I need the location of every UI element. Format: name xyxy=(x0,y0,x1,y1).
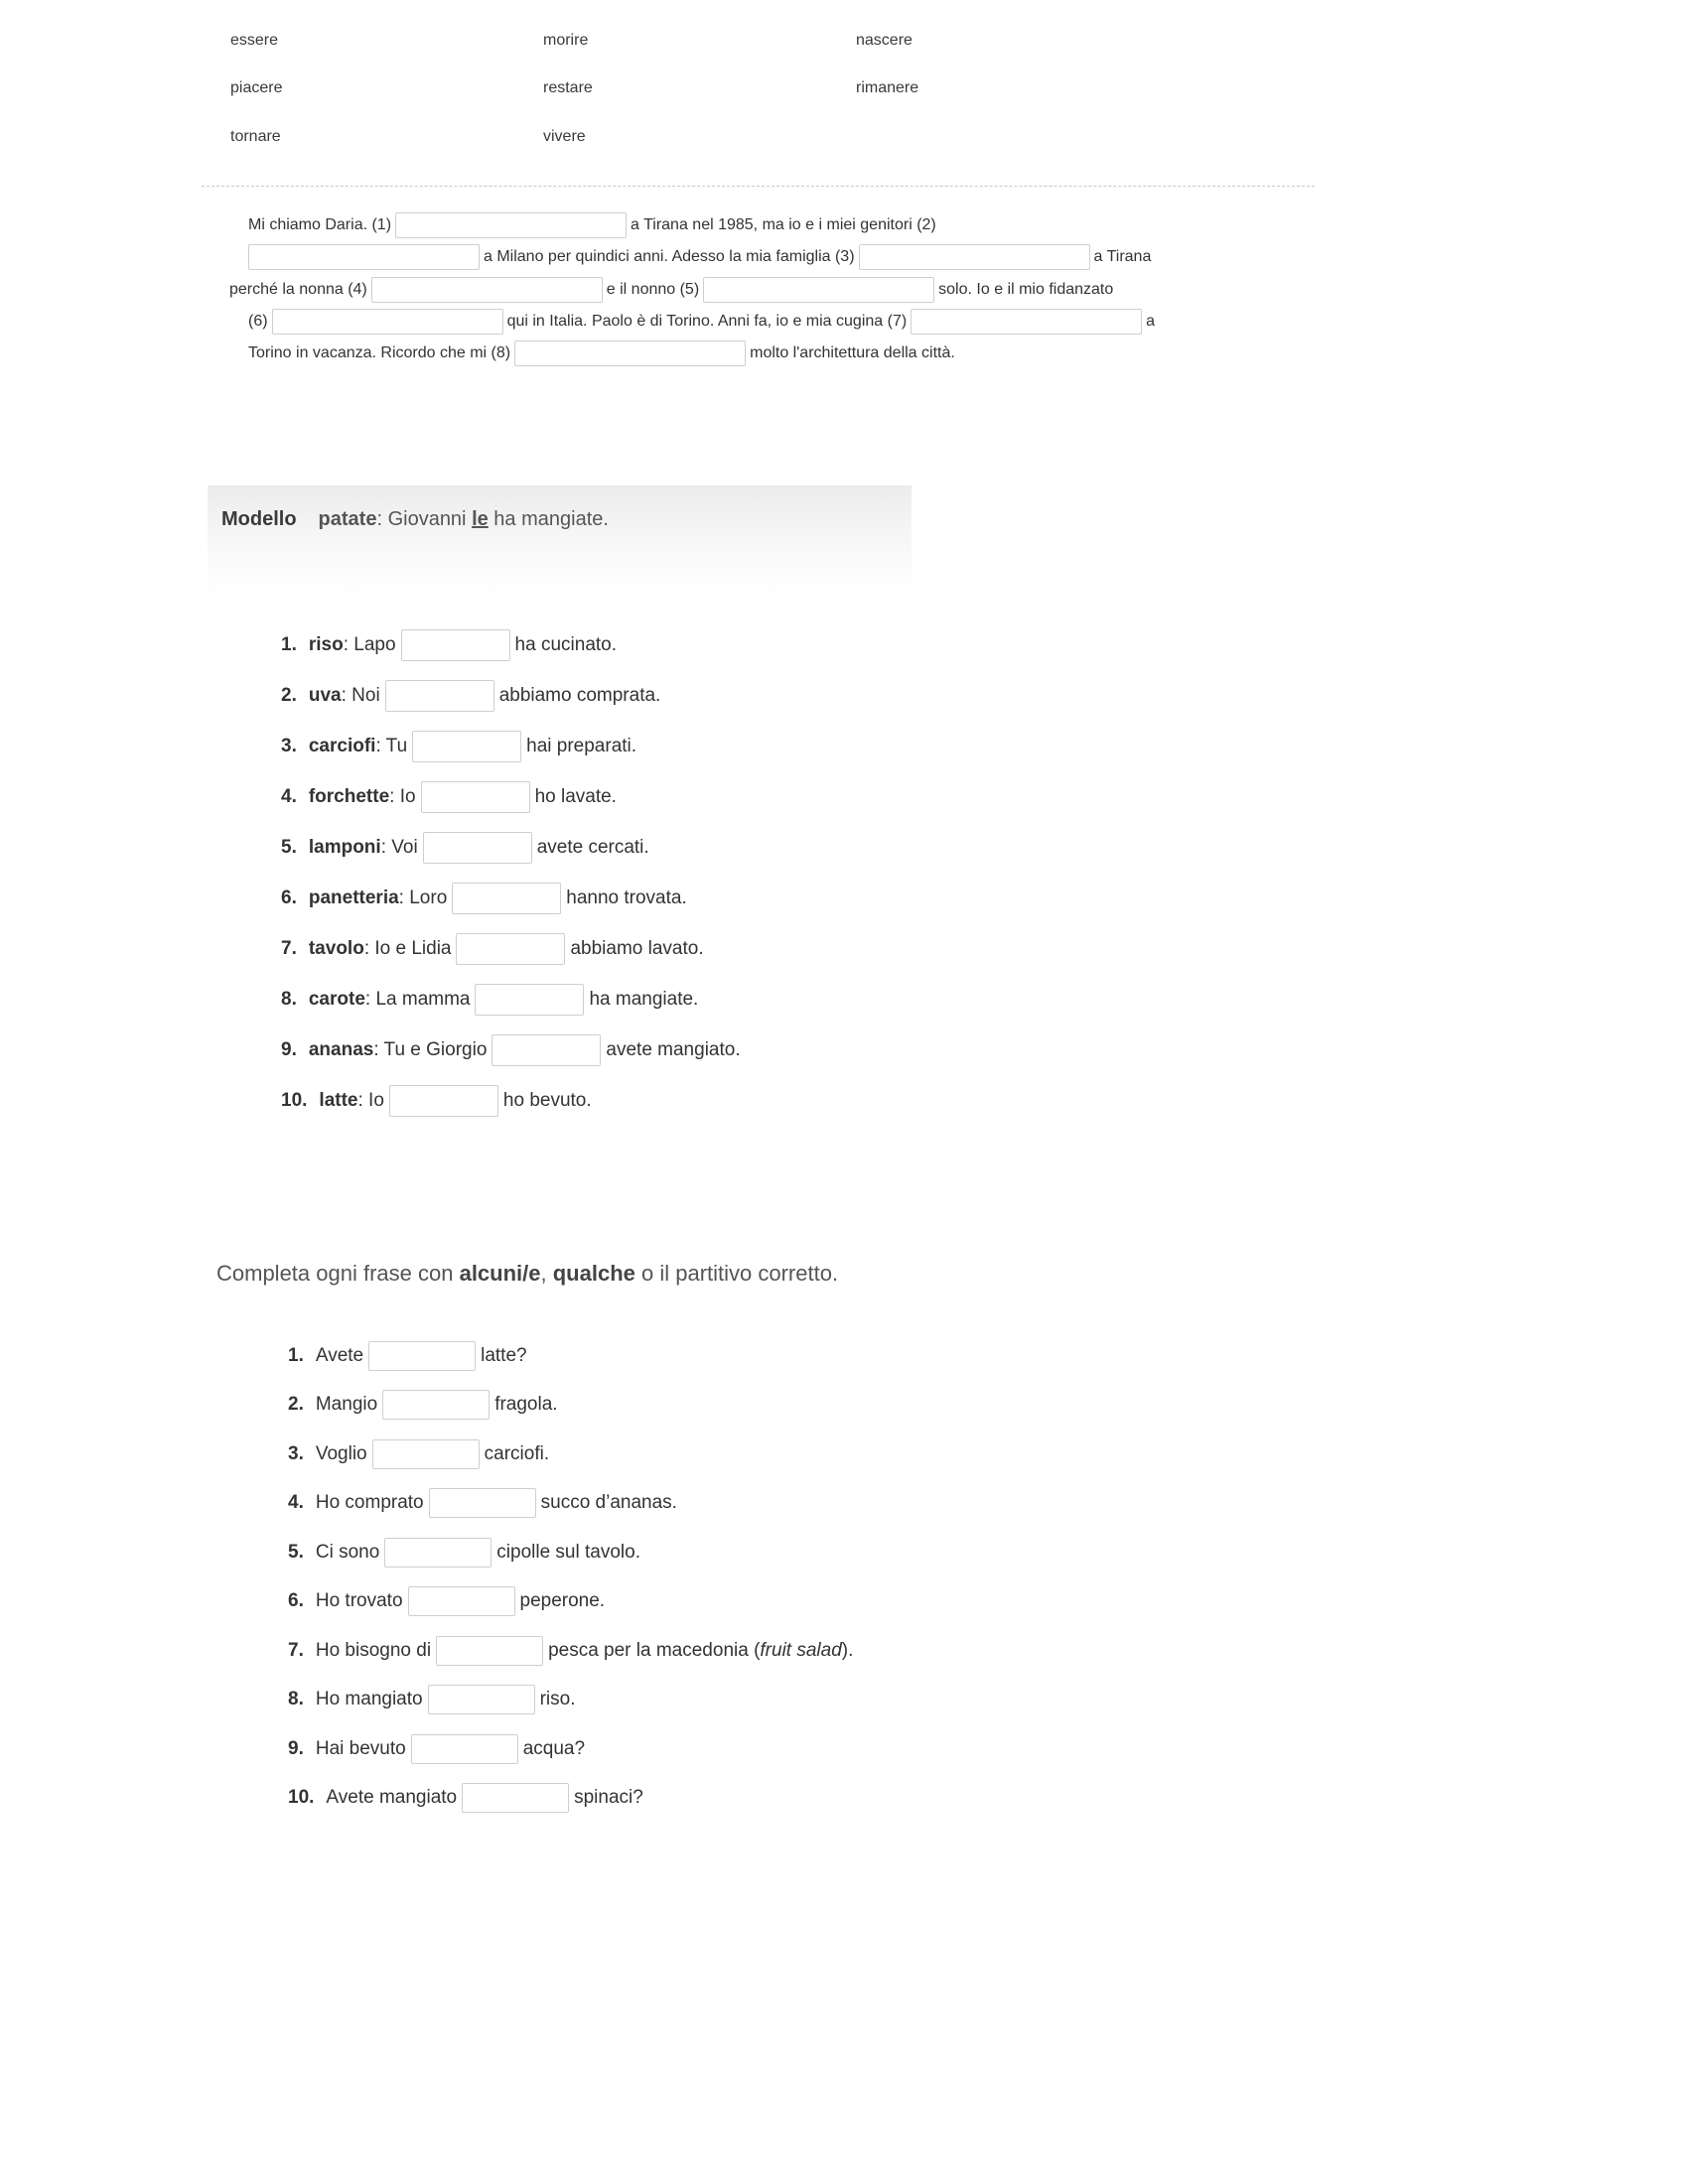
answer-input[interactable] xyxy=(372,1439,480,1469)
answer-input[interactable] xyxy=(456,933,565,965)
blank-input-8[interactable] xyxy=(514,341,746,366)
verb-item: restare xyxy=(543,79,593,96)
item-number: 9. xyxy=(281,1039,297,1060)
item-number: 10. xyxy=(288,1787,315,1808)
item-prefix: Avete xyxy=(315,1345,364,1366)
instruction-keyword: alcuni/e xyxy=(459,1261,541,1286)
answer-input[interactable] xyxy=(462,1783,569,1813)
example-pronoun: le xyxy=(472,508,489,530)
exercise-instruction xyxy=(216,1261,838,1287)
item-rest: ho lavate. xyxy=(534,786,617,807)
verb-item: piacere xyxy=(230,79,283,96)
exercise-row xyxy=(281,983,698,1017)
exercise-row xyxy=(281,1084,592,1118)
item-rest: ha mangiate. xyxy=(589,989,699,1010)
example-word: patate xyxy=(318,508,377,530)
item-rest: hai preparati. xyxy=(526,736,637,756)
item-prefix: Ho comprato xyxy=(315,1492,424,1513)
item-rest: carciofi. xyxy=(484,1443,550,1464)
example-sentence xyxy=(221,508,609,531)
item-noun: ananas xyxy=(308,1039,374,1060)
answer-input[interactable] xyxy=(411,1734,518,1764)
paragraph-text: qui in Italia. Paolo è di Torino. Anni fa, io e mia cugina (7) xyxy=(506,313,908,330)
item-prefix: Mangio xyxy=(315,1394,378,1415)
answer-input[interactable] xyxy=(423,832,532,864)
item-rest: spinaci? xyxy=(574,1787,643,1808)
section-divider xyxy=(202,186,1315,187)
item-number: 6. xyxy=(281,887,297,908)
item-rest: acqua? xyxy=(522,1738,586,1759)
item-number: 10. xyxy=(281,1090,308,1111)
paragraph-text: solo. Io e il mio fidanzato xyxy=(938,281,1114,298)
exercise-row xyxy=(281,679,660,713)
blank-input-5[interactable] xyxy=(703,277,934,303)
instruction-text: , xyxy=(540,1261,553,1286)
verb-item: vivere xyxy=(543,128,586,145)
item-number: 9. xyxy=(288,1738,304,1759)
item-number: 1. xyxy=(288,1345,304,1366)
item-subject: : Noi xyxy=(341,685,380,706)
example-text: : Giovanni xyxy=(376,508,473,530)
verb-item: morire xyxy=(543,32,589,49)
item-rest xyxy=(548,1640,853,1662)
item-number: 8. xyxy=(288,1689,304,1709)
answer-input[interactable] xyxy=(368,1341,476,1371)
item-number: 7. xyxy=(288,1640,304,1661)
answer-input[interactable] xyxy=(492,1034,601,1066)
item-number: 2. xyxy=(288,1394,304,1415)
item-subject: : Voi xyxy=(380,837,418,858)
item-subject: : Loro xyxy=(398,887,448,908)
exercise-row xyxy=(281,730,636,763)
exercise-row xyxy=(288,1584,605,1618)
answer-input[interactable] xyxy=(421,781,530,813)
item-rest: succo d’ananas. xyxy=(540,1492,677,1513)
exercise-row xyxy=(288,1339,527,1373)
example-box xyxy=(208,485,912,595)
instruction-text: Completa ogni frase con xyxy=(216,1261,460,1286)
verb-item: essere xyxy=(230,32,279,49)
verb-item: tornare xyxy=(230,128,281,145)
answer-input[interactable] xyxy=(384,1538,492,1568)
answer-input[interactable] xyxy=(475,984,584,1016)
item-noun: forchette xyxy=(308,786,390,807)
item-gloss: fruit salad xyxy=(760,1640,842,1661)
item-prefix: Ci sono xyxy=(315,1542,380,1563)
blank-input-1[interactable] xyxy=(395,212,627,238)
item-rest: peperone. xyxy=(519,1590,606,1611)
answer-input[interactable] xyxy=(436,1636,543,1666)
item-noun: carciofi xyxy=(308,736,376,756)
item-number: 4. xyxy=(281,786,297,807)
exercise-row xyxy=(288,1781,643,1815)
answer-input[interactable] xyxy=(429,1488,536,1518)
exercise-row xyxy=(281,1033,741,1067)
answer-input[interactable] xyxy=(382,1390,490,1420)
exercise-row xyxy=(281,831,649,865)
paragraph-line xyxy=(229,276,1113,304)
item-subject: : Io xyxy=(389,786,416,807)
item-noun: riso xyxy=(308,634,344,655)
item-rest: riso. xyxy=(539,1689,576,1709)
item-rest: hanno trovata. xyxy=(566,887,687,908)
exercise-row xyxy=(288,1683,576,1716)
item-number: 1. xyxy=(281,634,297,655)
paragraph-text: a xyxy=(1146,313,1156,330)
blank-input-6[interactable] xyxy=(272,309,503,335)
item-rest-text: pesca per la macedonia ( xyxy=(548,1640,761,1661)
exercise-row xyxy=(281,882,687,915)
item-number: 3. xyxy=(281,736,297,756)
item-prefix: Ho bisogno di xyxy=(315,1640,432,1661)
blank-input-7[interactable] xyxy=(911,309,1142,335)
item-prefix: Ho trovato xyxy=(315,1590,403,1611)
item-rest: latte? xyxy=(481,1345,527,1366)
exercise-row xyxy=(288,1536,640,1570)
exercise-row xyxy=(281,628,617,662)
answer-input[interactable] xyxy=(385,680,494,712)
item-number: 8. xyxy=(281,989,297,1010)
item-rest: ha cucinato. xyxy=(514,634,618,655)
verb-item: rimanere xyxy=(856,79,919,96)
answer-input[interactable] xyxy=(389,1085,498,1117)
item-number: 2. xyxy=(281,685,297,706)
example-label: Modello xyxy=(221,508,297,530)
example-text: ha mangiate. xyxy=(488,508,609,530)
item-noun: panetteria xyxy=(308,887,399,908)
paragraph-line xyxy=(248,308,1155,336)
item-subject: : Io xyxy=(357,1090,384,1111)
paragraph-text: molto l'architettura della città. xyxy=(750,344,955,361)
item-prefix: Avete mangiato xyxy=(326,1787,458,1808)
item-subject: : La mamma xyxy=(364,989,471,1010)
paragraph-line xyxy=(248,211,936,239)
paragraph-text: Torino in vacanza. Ricordo che mi (8) xyxy=(248,344,511,361)
exercise-row xyxy=(288,1634,853,1668)
paragraph-line xyxy=(248,243,1151,271)
paragraph-text: (6) xyxy=(248,313,268,330)
exercise-row xyxy=(288,1388,558,1422)
item-noun: uva xyxy=(308,685,342,706)
blank-input-3[interactable] xyxy=(859,244,1090,270)
item-rest: avete mangiato. xyxy=(606,1039,741,1060)
paragraph-text: Mi chiamo Daria. (1) xyxy=(248,216,392,233)
item-rest: ho bevuto. xyxy=(502,1090,592,1111)
answer-input[interactable] xyxy=(452,883,561,914)
item-rest: cipolle sul tavolo. xyxy=(496,1542,640,1563)
item-rest-text: ). xyxy=(841,1640,854,1661)
item-noun: carote xyxy=(308,989,365,1010)
paragraph-text: a Tirana xyxy=(1093,248,1152,265)
item-subject: : Lapo xyxy=(343,634,396,655)
item-subject: : Tu xyxy=(375,736,408,756)
item-number: 6. xyxy=(288,1590,304,1611)
blank-input-4[interactable] xyxy=(371,277,603,303)
answer-input[interactable] xyxy=(428,1685,535,1714)
item-rest: abbiamo comprata. xyxy=(498,685,661,706)
paragraph-text: e il nonno (5) xyxy=(606,281,700,298)
item-rest: abbiamo lavato. xyxy=(570,938,704,959)
item-number: 5. xyxy=(281,837,297,858)
paragraph-text: a Milano per quindici anni. Adesso la mia famiglia (3) xyxy=(484,248,855,265)
paragraph-line xyxy=(248,340,955,367)
answer-input[interactable] xyxy=(401,629,510,661)
exercise-row xyxy=(288,1437,549,1471)
instruction-text: o il partitivo corretto. xyxy=(634,1261,839,1286)
paragraph-text: a Tirana nel 1985, ma io e i miei genitori (2) xyxy=(631,216,936,233)
item-subject: : Tu e Giorgio xyxy=(373,1039,488,1060)
answer-input[interactable] xyxy=(408,1586,515,1616)
item-prefix: Hai bevuto xyxy=(315,1738,406,1759)
item-number: 7. xyxy=(281,938,297,959)
instruction-keyword: qualche xyxy=(552,1261,635,1286)
paragraph-text: perché la nonna (4) xyxy=(229,281,367,298)
item-rest: avete cercati. xyxy=(536,837,649,858)
item-number: 5. xyxy=(288,1542,304,1563)
item-prefix: Ho mangiato xyxy=(315,1689,423,1709)
item-prefix: Voglio xyxy=(315,1443,367,1464)
item-number: 3. xyxy=(288,1443,304,1464)
blank-input-2[interactable] xyxy=(248,244,480,270)
exercise-row xyxy=(288,1486,677,1520)
item-rest: fragola. xyxy=(494,1394,558,1415)
exercise-row xyxy=(288,1732,585,1766)
answer-input[interactable] xyxy=(412,731,521,762)
item-noun: latte xyxy=(319,1090,358,1111)
exercise-row xyxy=(281,780,617,814)
exercise-row xyxy=(281,932,704,966)
item-noun: tavolo xyxy=(308,938,364,959)
item-number: 4. xyxy=(288,1492,304,1513)
verb-item: nascere xyxy=(856,32,913,49)
item-subject: : Io e Lidia xyxy=(363,938,452,959)
item-noun: lamponi xyxy=(308,837,381,858)
